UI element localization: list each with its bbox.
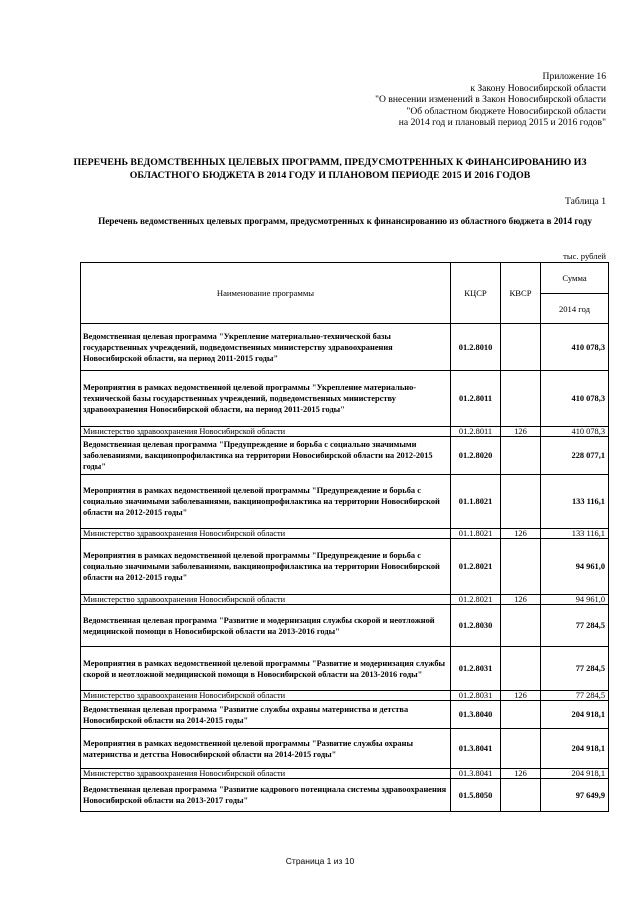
cell-sum: 228 077,1 xyxy=(541,437,609,475)
cell-sum: 410 078,3 xyxy=(541,427,609,437)
table-row xyxy=(81,647,609,691)
table-title: Перечень ведомственных целевых программ, предусмотренных к финансированию из областного бюджета в 2014 году xyxy=(98,216,592,226)
header-sum: Сумма xyxy=(541,263,609,294)
cell-kcsr: 01.1.8021 xyxy=(451,529,501,539)
attachment-header xyxy=(306,71,606,129)
cell-sum: 77 284,5 xyxy=(541,691,609,701)
cell-kcsr: 01.3.8040 xyxy=(451,701,501,729)
cell-kvsr xyxy=(501,324,541,371)
cell-kcsr: 01.2.8021 xyxy=(451,539,501,595)
cell-kvsr xyxy=(501,371,541,427)
cell-sum: 410 078,3 xyxy=(541,324,609,371)
table-row xyxy=(81,437,609,475)
cell-kcsr: 01.2.8020 xyxy=(451,437,501,475)
cell-kvsr xyxy=(501,605,541,647)
cell-name: Мероприятия в рамках ведомственной целевой программы "Предупреждение и борьба с социально значимыми заболеваниями, вакцинопрофилактика на территории Новосибирской области на 2012-2015 годы" xyxy=(81,539,451,595)
cell-name: Мероприятия в рамках ведомственной целевой программы "Развитие и модернизация службы скорой и неотложной медицинской помощи в Новосибирской области на 2013-2016 годы" xyxy=(81,647,451,691)
attachment-line: на 2014 год и плановый период 2015 и 2016 годов" xyxy=(398,117,606,129)
cell-kcsr: 01.2.8031 xyxy=(451,691,501,701)
cell-kvsr xyxy=(501,647,541,691)
cell-sum: 204 918,1 xyxy=(541,769,609,779)
page-footer: Страница 1 из 10 xyxy=(285,856,355,866)
cell-name: Министерство здравоохранения Новосибирской области xyxy=(81,427,451,437)
cell-kcsr: 01.3.8041 xyxy=(451,769,501,779)
cell-kcsr: 01.3.8041 xyxy=(451,729,501,769)
table-row xyxy=(81,769,609,779)
cell-kvsr: 126 xyxy=(501,529,541,539)
cell-sum: 204 918,1 xyxy=(541,701,609,729)
document-title: ПЕРЕЧЕНЬ ВЕДОМСТВЕННЫХ ЦЕЛЕВЫХ ПРОГРАММ, ПРЕДУСМОТРЕННЫХ К ФИНАНСИРОВАНИЮ ИЗ ОБЛАСТНОГО БЮДЖЕТА В 2014 ГОДУ И ПЛАНОВОМ ПЕРИОДЕ 2015 И 2016 ГОДОВ xyxy=(73,157,587,181)
cell-kcsr: 01.2.8030 xyxy=(451,605,501,647)
cell-sum: 77 284,5 xyxy=(541,647,609,691)
cell-name: Министерство здравоохранения Новосибирской области xyxy=(81,691,451,701)
header-kcsr: КЦСР xyxy=(451,263,501,324)
cell-kcsr: 01.2.8031 xyxy=(451,647,501,691)
cell-name: Мероприятия в рамках ведомственной целевой программы "Укрепление материально-технической базы государственных учреждений, подведомственных министерству здравоохранения Новосибирской области, на период 2011-2015 годы" xyxy=(81,371,451,427)
header-kvsr: КВСР xyxy=(501,263,541,324)
cell-kvsr: 126 xyxy=(501,427,541,437)
table-row xyxy=(81,371,609,427)
cell-sum: 94 961,0 xyxy=(541,539,609,595)
cell-kcsr: 01.2.8011 xyxy=(451,371,501,427)
units-label: тыс. рублей xyxy=(563,251,606,261)
table-row xyxy=(81,605,609,647)
table-row xyxy=(81,779,609,812)
cell-name: Министерство здравоохранения Новосибирской области xyxy=(81,595,451,605)
cell-name: Ведомственная целевая программа "Укрепление материально-технической базы государственных учреждений, подведомственных министерству здравоохранения Новосибирской области, на период 2011-2015 годы" xyxy=(81,324,451,371)
attachment-line: к Закону Новосибирской области xyxy=(470,82,606,94)
cell-name: Ведомственная целевая программа "Развитие кадрового потенциала системы здравоохранения Новосибирской области на 2013-2017 годы" xyxy=(81,779,451,812)
table-row xyxy=(81,324,609,371)
table-row xyxy=(81,539,609,595)
cell-name: Ведомственная целевая программа "Развитие службы охраны материнства и детства Новосибирской области на 2014-2015 годы" xyxy=(81,701,451,729)
table-number: Таблица 1 xyxy=(564,196,606,207)
cell-kcsr: 01.5.8050 xyxy=(451,779,501,812)
cell-kvsr xyxy=(501,779,541,812)
attachment-line: Приложение 16 xyxy=(542,71,606,82)
header-name: Наименование программы xyxy=(81,263,451,324)
cell-kvsr xyxy=(501,539,541,595)
attachment-line: "Об областном бюджете Новосибирской области xyxy=(406,105,606,117)
cell-name: Министерство здравоохранения Новосибирской области xyxy=(81,769,451,779)
cell-name: Мероприятия в рамках ведомственной целевой программы "Предупреждение и борьба с социально значимыми заболеваниями, вакцинопрофилактика на территории Новосибирской области на 2012-2015 годы" xyxy=(81,475,451,529)
header-year: 2014 год xyxy=(541,294,609,324)
cell-sum: 77 284,5 xyxy=(541,605,609,647)
cell-sum: 133 116,1 xyxy=(541,475,609,529)
cell-sum: 204 918,1 xyxy=(541,729,609,769)
cell-kcsr: 01.2.8011 xyxy=(451,427,501,437)
table-row xyxy=(81,595,609,605)
cell-name: Ведомственная целевая программа "Развитие и модернизация службы скорой и неотложной медицинской помощи в Новосибирской области на 2013-2016 годы" xyxy=(81,605,451,647)
cell-kcsr: 01.1.8021 xyxy=(451,475,501,529)
cell-sum: 97 649,9 xyxy=(541,779,609,812)
cell-sum: 94 961,0 xyxy=(541,595,609,605)
cell-name: Министерство здравоохранения Новосибирской области xyxy=(81,529,451,539)
programs-table xyxy=(80,262,609,812)
cell-kvsr xyxy=(501,701,541,729)
cell-name: Мероприятия в рамках ведомственной целевой программы "Развитие службы охраны материнства и детства Новосибирской области на 2014-2015 годы" xyxy=(81,729,451,769)
cell-kvsr xyxy=(501,475,541,529)
table-row xyxy=(81,691,609,701)
cell-kvsr: 126 xyxy=(501,691,541,701)
table-row xyxy=(81,529,609,539)
cell-kvsr: 126 xyxy=(501,769,541,779)
cell-kcsr: 01.2.8021 xyxy=(451,595,501,605)
attachment-line: "О внесении изменений в Закон Новосибирской области xyxy=(375,94,606,106)
table-body xyxy=(81,324,609,812)
cell-kvsr: 126 xyxy=(501,595,541,605)
cell-kvsr xyxy=(501,437,541,475)
cell-name: Ведомственная целевая программа "Предупреждение и борьба с социально значимыми заболеваниями, вакцинопрофилактика на территории Новосибирской области на 2012-2015 годы" xyxy=(81,437,451,475)
cell-sum: 410 078,3 xyxy=(541,371,609,427)
table-row xyxy=(81,701,609,729)
cell-sum: 133 116,1 xyxy=(541,529,609,539)
cell-kcsr: 01.2.8010 xyxy=(451,324,501,371)
cell-kvsr xyxy=(501,729,541,769)
table-row xyxy=(81,427,609,437)
table-row xyxy=(81,729,609,769)
table-row xyxy=(81,475,609,529)
